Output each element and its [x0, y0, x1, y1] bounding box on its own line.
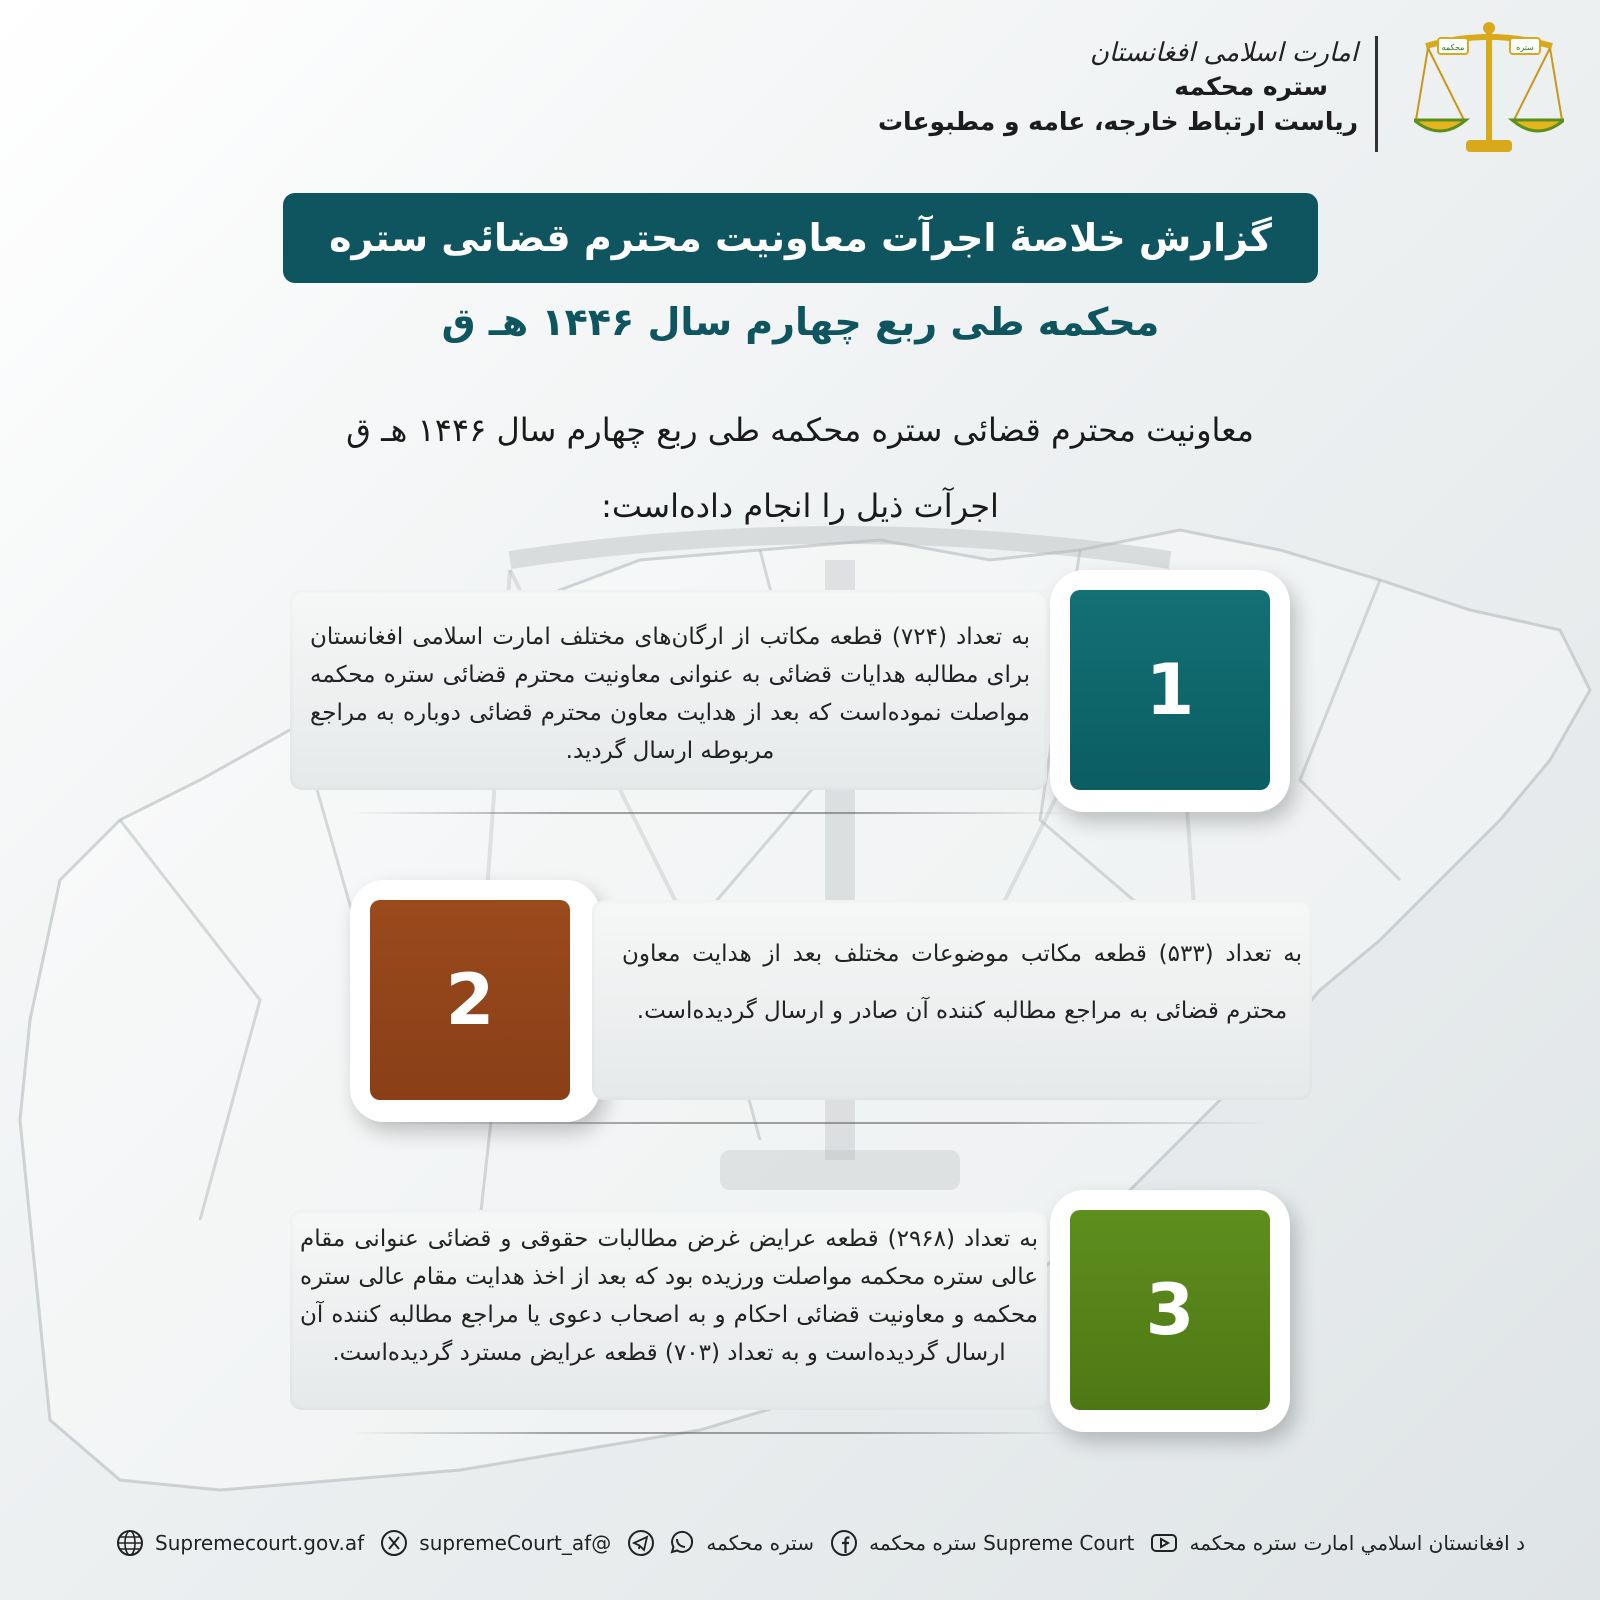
telegram-icon — [626, 1528, 656, 1558]
header-divider — [1375, 36, 1378, 152]
item-2-text: به تعداد (۵۳۳) قطعه مکاتب موضوعات مختلف بعد از هدایت معاون محترم قضائی به مراجع مطالبه کننده آن صادر و ارسال گردیده‌است. — [622, 941, 1303, 1024]
card-2-bottom-line — [370, 1122, 1270, 1124]
footer-twitter[interactable] — [379, 1528, 611, 1558]
logo-label-right: ستره — [1516, 43, 1534, 52]
card-3-text-panel — [290, 1210, 1047, 1410]
card-1-text-panel — [290, 590, 1047, 790]
footer-youtube[interactable] — [1149, 1528, 1525, 1558]
footer — [115, 1523, 1525, 1563]
footer-facebook-text: Supreme Court ستره محکمه — [869, 1531, 1135, 1555]
footer-youtube-text: د افغانستان اسلامي امارت ستره محکمه — [1189, 1531, 1525, 1555]
footer-messaging[interactable] — [626, 1528, 814, 1558]
footer-messaging-text: ستره محکمه — [706, 1531, 814, 1555]
x-twitter-icon — [379, 1528, 409, 1558]
whatsapp-icon — [666, 1528, 696, 1558]
footer-website[interactable] — [115, 1528, 364, 1558]
emirate-calligraphy: امارت اسلامی افغانستان — [1089, 38, 1358, 68]
item-3-number: 3 — [1070, 1210, 1270, 1410]
scales-of-justice-logo — [1414, 18, 1564, 158]
header-text — [878, 38, 1358, 136]
item-2-number: 2 — [370, 900, 570, 1100]
intro-text — [270, 392, 1330, 544]
item-1-number: 1 — [1070, 590, 1270, 790]
youtube-icon — [1149, 1528, 1179, 1558]
facebook-icon — [829, 1528, 859, 1558]
subtitle: محکمه طی ربع چهارم سال ۱۴۴۶ هـ ق — [441, 300, 1160, 344]
item-3-text: به تعداد (۲۹۶۸) قطعه عرایض غرض مطالبات حقوقی و قضائی عنوانی مقام عالی ستره محکمه مواصلت ورزیده بود که بعد از اخذ هدایت مقام عالی ستره محکمه و معاونیت قضائی احکام و به اصحاب دعوی یا مراجع مطالبه کننده آن ارسال گردیده‌است و به تعداد (۷۰۳) قطعه عرایض مسترد گردیده‌است. — [300, 1226, 1039, 1366]
footer-twitter-text: @supremeCourt_af — [419, 1531, 612, 1555]
card-2-text-panel — [592, 900, 1312, 1100]
item-1-text: به تعداد (۷۲۴) قطعه مکاتب از ارگان‌های مختلف امارت اسلامی افغانستان برای مطالبه هدایات قضائی به عنوانی معاونیت محترم قضائی ستره محکمه مواصلت نموده‌است که بعد از هدایت معاون محترم قضائی دوباره به مراجع مربوطه ارسال گردید. — [310, 624, 1030, 764]
title-banner: گزارش خلاصۀ اجرآت معاونیت محترم قضائی ستره — [283, 193, 1318, 283]
intro-line-1: معاونیت محترم قضائی ستره محکمه طی ربع چهارم سال ۱۴۴۶ هـ ق — [346, 411, 1254, 449]
footer-website-text: Supremecourt.gov.af — [155, 1531, 365, 1555]
court-name: ستره محکمه — [1174, 72, 1328, 101]
header — [864, 18, 1564, 158]
department-name: ریاست ارتباط خارجه، عامه و مطبوعات — [877, 107, 1358, 136]
logo-label-left: محکمه — [1441, 43, 1465, 52]
intro-line-2: اجرآت ذیل را انجام داده‌است: — [601, 487, 999, 525]
card-3-bottom-line — [350, 1432, 1070, 1434]
card-1-bottom-line — [350, 812, 1070, 814]
globe-icon — [115, 1528, 145, 1558]
footer-facebook[interactable] — [829, 1528, 1134, 1558]
